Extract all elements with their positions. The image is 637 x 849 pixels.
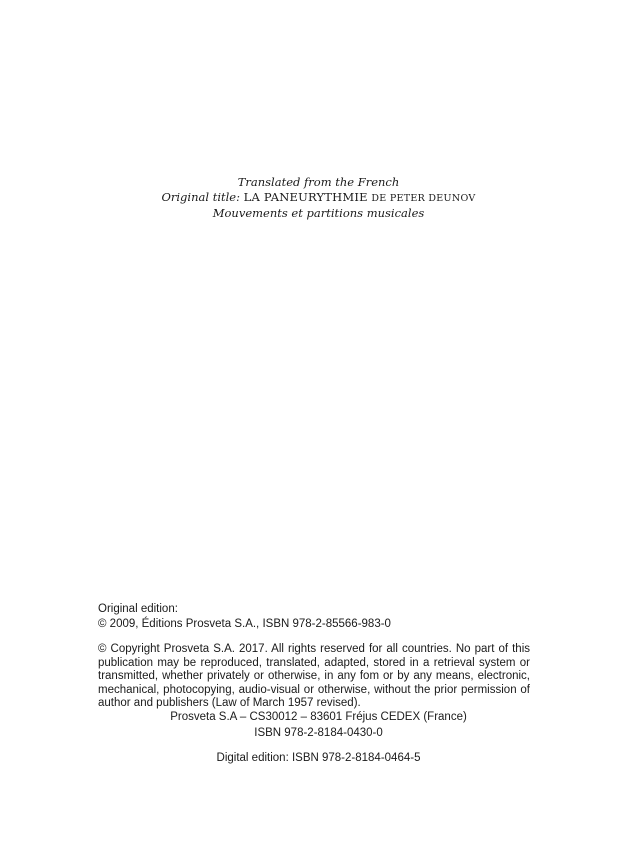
original-title-line — [0, 190, 637, 206]
title-block — [0, 175, 637, 221]
print-isbn: ISBN 978-2-8184-0430-0 — [254, 726, 383, 739]
translated-from-line: Translated from the French — [237, 175, 400, 189]
original-edition-label: Original edition: — [98, 603, 178, 615]
original-edition-details: © 2009, Éditions Prosveta S.A., ISBN 978-2-85566-983-0 — [98, 617, 391, 630]
original-title-main: LA PANEURYTHMIE — [243, 190, 368, 204]
original-edition-block — [98, 602, 530, 631]
original-title-label: Original title: — [161, 190, 240, 204]
publisher-address: Prosveta S.A – CS30012 – 83601 Fréjus CEDEX (France) — [170, 711, 467, 723]
publisher-block — [0, 710, 637, 741]
copyright-notice: © Copyright Prosveta S.A. 2017. All rights reserved for all countries. No part of this publication may be reproduced, translated, adapted, stored in a retrieval system or transmitted, whether privately or otherwise, in any fom or by any means, electronic, mechanical, photocopying, audio-visual or otherwise, without the prior permission of author and publishers (Law of March 1957 revised). — [98, 643, 530, 710]
original-subtitle: Mouvements et partitions musicales — [212, 206, 425, 220]
digital-edition-isbn: Digital edition: ISBN 978-2-8184-0464-5 — [216, 752, 421, 764]
original-title-rest: DE PETER DEUNOV — [371, 193, 476, 204]
